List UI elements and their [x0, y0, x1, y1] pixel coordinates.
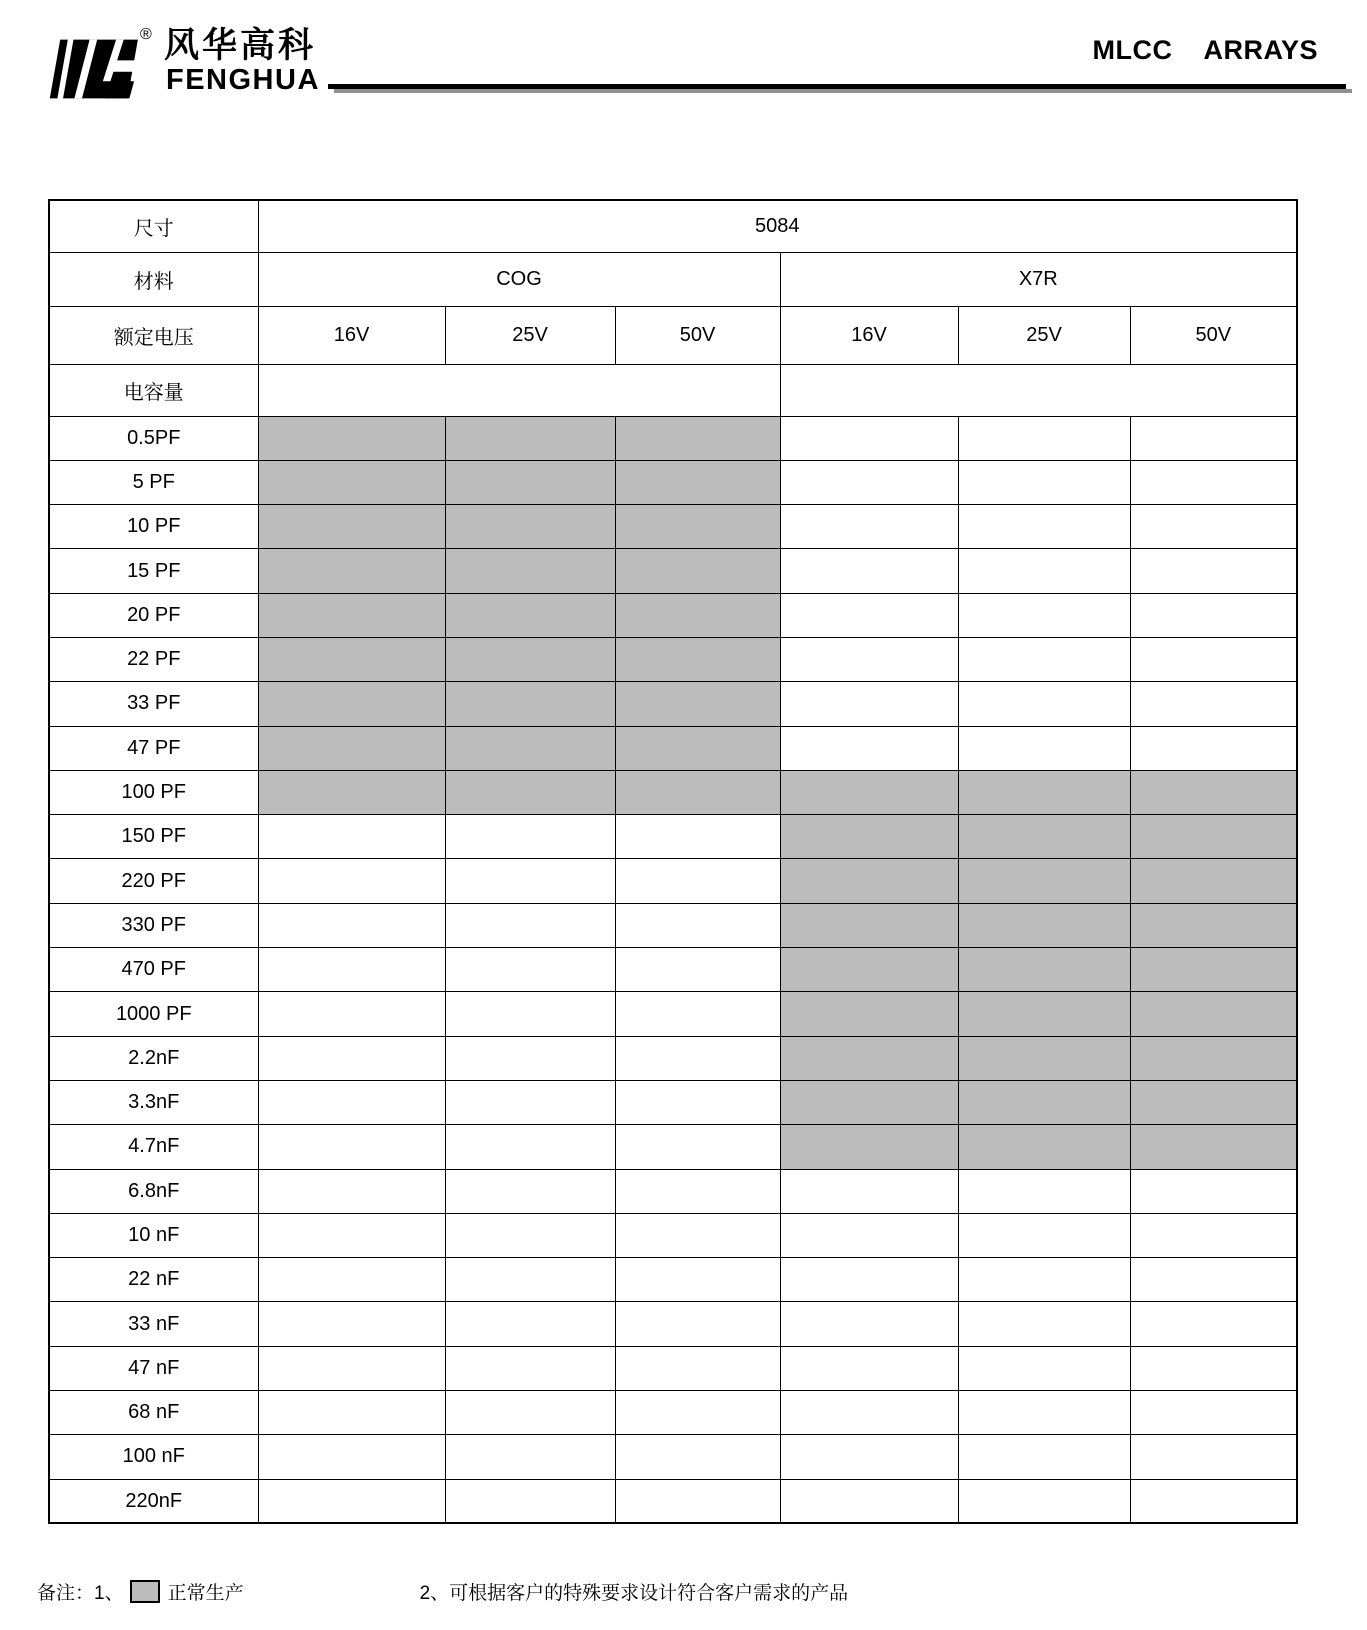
cog-availability-cell — [615, 460, 780, 504]
registered-mark: ® — [140, 26, 152, 43]
x7r-availability-cell — [958, 1302, 1130, 1346]
header-rows — [49, 200, 1297, 416]
x7r-availability-cell — [958, 815, 1130, 859]
cog-availability-cell — [258, 1479, 445, 1523]
x7r-availability-cell — [780, 416, 958, 460]
table-row — [49, 859, 1297, 903]
cog-availability-cell — [445, 1125, 615, 1169]
x7r-availability-cell — [1130, 726, 1297, 770]
x7r-availability-cell — [1130, 1213, 1297, 1257]
x7r-availability-cell — [958, 549, 1130, 593]
x7r-availability-cell — [1130, 505, 1297, 549]
table-row — [49, 637, 1297, 681]
table-row — [49, 416, 1297, 460]
x7r-availability-cell — [958, 859, 1130, 903]
x7r-availability-cell — [1130, 1036, 1297, 1080]
voltage-cell: 16V — [258, 306, 445, 364]
x7r-availability-cell — [1130, 1346, 1297, 1390]
x7r-availability-cell — [958, 992, 1130, 1036]
cog-availability-cell — [258, 682, 445, 726]
size-value-cell: 5084 — [258, 200, 1297, 252]
capacitance-label-cell: 470 PF — [49, 948, 258, 992]
material-cog-cell: COG — [258, 252, 780, 306]
capacitance-label-cell: 15 PF — [49, 549, 258, 593]
cog-availability-cell — [615, 770, 780, 814]
x7r-availability-cell — [1130, 1435, 1297, 1479]
x7r-availability-cell — [1130, 593, 1297, 637]
x7r-availability-cell — [958, 1391, 1130, 1435]
capacitance-label-cell: 33 nF — [49, 1302, 258, 1346]
x7r-availability-cell — [780, 770, 958, 814]
capacitance-label-cell: 150 PF — [49, 815, 258, 859]
cog-availability-cell — [258, 637, 445, 681]
capacitance-label-cell: 220nF — [49, 1479, 258, 1523]
x7r-availability-cell — [1130, 460, 1297, 504]
cog-availability-cell — [445, 460, 615, 504]
x7r-availability-cell — [780, 460, 958, 504]
cog-availability-cell — [615, 416, 780, 460]
cog-availability-cell — [258, 1213, 445, 1257]
cog-availability-cell — [258, 505, 445, 549]
cog-availability-cell — [445, 682, 615, 726]
table-row — [49, 549, 1297, 593]
capacitance-label-cell: 10 PF — [49, 505, 258, 549]
capacitance-label-cell: 1000 PF — [49, 992, 258, 1036]
x7r-availability-cell — [1130, 1258, 1297, 1302]
note-prefix: 备注：1、 — [37, 1583, 124, 1604]
cog-availability-cell — [258, 1125, 445, 1169]
x7r-availability-cell — [958, 1258, 1130, 1302]
x7r-availability-cell — [1130, 815, 1297, 859]
table-row — [49, 682, 1297, 726]
x7r-availability-cell — [1130, 770, 1297, 814]
table-row — [49, 505, 1297, 549]
table-row — [49, 1258, 1297, 1302]
cog-availability-cell — [615, 1036, 780, 1080]
x7r-availability-cell — [780, 859, 958, 903]
x7r-availability-cell — [1130, 948, 1297, 992]
table-row — [49, 992, 1297, 1036]
x7r-availability-cell — [780, 903, 958, 947]
x7r-availability-cell — [958, 637, 1130, 681]
x7r-availability-cell — [958, 1435, 1130, 1479]
x7r-availability-cell — [1130, 549, 1297, 593]
x7r-availability-cell — [958, 903, 1130, 947]
x7r-availability-cell — [958, 1346, 1130, 1390]
table-row — [49, 948, 1297, 992]
cog-availability-cell — [445, 770, 615, 814]
x7r-availability-cell — [780, 637, 958, 681]
table-row — [49, 903, 1297, 947]
cog-availability-cell — [445, 992, 615, 1036]
table-row — [49, 1080, 1297, 1124]
cog-availability-cell — [615, 682, 780, 726]
cog-availability-cell — [445, 505, 615, 549]
voltage-cell: 25V — [445, 306, 615, 364]
cog-availability-cell — [615, 637, 780, 681]
table-row — [49, 1479, 1297, 1523]
cog-availability-cell — [615, 1125, 780, 1169]
cog-availability-cell — [615, 505, 780, 549]
x7r-availability-cell — [780, 1080, 958, 1124]
cog-availability-cell — [445, 549, 615, 593]
cog-availability-cell — [445, 1435, 615, 1479]
x7r-availability-cell — [780, 1302, 958, 1346]
material-x7r-cell: X7R — [780, 252, 1297, 306]
x7r-availability-cell — [958, 948, 1130, 992]
x7r-availability-cell — [1130, 1479, 1297, 1523]
cog-availability-cell — [445, 1036, 615, 1080]
cog-availability-cell — [615, 549, 780, 593]
header-rule-gray — [334, 89, 1352, 93]
cog-availability-cell — [445, 815, 615, 859]
x7r-availability-cell — [780, 1258, 958, 1302]
cog-availability-cell — [615, 593, 780, 637]
cog-availability-cell — [258, 948, 445, 992]
table-row — [49, 815, 1297, 859]
cog-availability-cell — [445, 593, 615, 637]
cog-availability-cell — [615, 859, 780, 903]
x7r-availability-cell — [780, 1435, 958, 1479]
page-title: MLCC ARRAYS — [1092, 35, 1318, 65]
capacitance-label-cell: 20 PF — [49, 593, 258, 637]
material-label-cell: 材料 — [49, 252, 258, 306]
cog-availability-cell — [258, 593, 445, 637]
size-label-cell: 尺寸 — [49, 200, 258, 252]
cog-availability-cell — [445, 948, 615, 992]
x7r-availability-cell — [780, 1169, 958, 1213]
cog-availability-cell — [615, 1302, 780, 1346]
table-row — [49, 1346, 1297, 1390]
cog-availability-cell — [615, 992, 780, 1036]
x7r-availability-cell — [1130, 416, 1297, 460]
brand-name-en: FENGHUA — [166, 64, 320, 96]
x7r-availability-cell — [780, 593, 958, 637]
capacitance-label-cell: 47 PF — [49, 726, 258, 770]
x7r-availability-cell — [780, 682, 958, 726]
cog-availability-cell — [258, 1391, 445, 1435]
table-row — [49, 1169, 1297, 1213]
legend-swatch — [130, 1580, 160, 1603]
voltage-cell: 50V — [615, 306, 780, 364]
size-row — [49, 200, 1297, 252]
x7r-availability-cell — [780, 1036, 958, 1080]
cog-availability-cell — [258, 1346, 445, 1390]
cog-availability-cell — [615, 1479, 780, 1523]
voltage-row — [49, 306, 1297, 364]
capacitance-x7r-spacer-cell — [780, 364, 1297, 416]
cog-availability-cell — [445, 859, 615, 903]
cog-availability-cell — [445, 1391, 615, 1435]
x7r-availability-cell — [1130, 903, 1297, 947]
voltage-cell: 50V — [1130, 306, 1297, 364]
x7r-availability-cell — [780, 992, 958, 1036]
x7r-availability-cell — [958, 416, 1130, 460]
cog-availability-cell — [258, 1435, 445, 1479]
capacitance-label-cell: 22 PF — [49, 637, 258, 681]
cog-availability-cell — [615, 726, 780, 770]
capacitance-label-cell: 10 nF — [49, 1213, 258, 1257]
capacitance-label-cell: 3.3nF — [49, 1080, 258, 1124]
cog-availability-cell — [615, 1213, 780, 1257]
x7r-availability-cell — [780, 1479, 958, 1523]
cog-availability-cell — [258, 1258, 445, 1302]
capacitance-label-cell: 4.7nF — [49, 1125, 258, 1169]
x7r-availability-cell — [780, 1213, 958, 1257]
cog-availability-cell — [615, 1258, 780, 1302]
cog-availability-cell — [445, 1346, 615, 1390]
cog-availability-cell — [445, 416, 615, 460]
x7r-availability-cell — [1130, 859, 1297, 903]
table-row — [49, 1125, 1297, 1169]
x7r-availability-cell — [780, 549, 958, 593]
material-row — [49, 252, 1297, 306]
cog-availability-cell — [445, 1169, 615, 1213]
footer-note — [37, 1578, 848, 1605]
cog-availability-cell — [615, 815, 780, 859]
note-2: 2、可根据客户的特殊要求设计符合客户需求的产品 — [419, 1583, 849, 1604]
table-row — [49, 1391, 1297, 1435]
capacitance-label-cell: 22 nF — [49, 1258, 258, 1302]
capacitance-label-cell: 33 PF — [49, 682, 258, 726]
capacitance-label-cell: 330 PF — [49, 903, 258, 947]
x7r-availability-cell — [1130, 1125, 1297, 1169]
x7r-availability-cell — [958, 1213, 1130, 1257]
cog-availability-cell — [258, 859, 445, 903]
cog-availability-cell — [615, 948, 780, 992]
cog-availability-cell — [258, 903, 445, 947]
cog-availability-cell — [445, 1479, 615, 1523]
cog-availability-cell — [258, 1169, 445, 1213]
capacitance-label-cell: 5 PF — [49, 460, 258, 504]
table-row — [49, 1435, 1297, 1479]
cog-availability-cell — [445, 903, 615, 947]
voltage-cell: 25V — [958, 306, 1130, 364]
x7r-availability-cell — [1130, 1391, 1297, 1435]
cog-availability-cell — [445, 726, 615, 770]
cog-availability-cell — [258, 992, 445, 1036]
cog-availability-cell — [445, 1302, 615, 1346]
cog-availability-cell — [615, 1169, 780, 1213]
x7r-availability-cell — [1130, 637, 1297, 681]
x7r-availability-cell — [958, 593, 1130, 637]
cog-availability-cell — [445, 1258, 615, 1302]
x7r-availability-cell — [780, 726, 958, 770]
capacitance-label-cell: 100 nF — [49, 1435, 258, 1479]
x7r-availability-cell — [958, 460, 1130, 504]
cog-availability-cell — [615, 1435, 780, 1479]
x7r-availability-cell — [780, 1346, 958, 1390]
x7r-availability-cell — [780, 948, 958, 992]
cog-availability-cell — [258, 1302, 445, 1346]
x7r-availability-cell — [958, 1169, 1130, 1213]
cog-availability-cell — [445, 1213, 615, 1257]
x7r-availability-cell — [1130, 992, 1297, 1036]
capacitance-header-cell: 电容量 — [49, 364, 258, 416]
x7r-availability-cell — [958, 770, 1130, 814]
table-row — [49, 460, 1297, 504]
table-row — [49, 1302, 1297, 1346]
voltage-cell: 16V — [780, 306, 958, 364]
table-row — [49, 1213, 1297, 1257]
capacitance-label-cell: 68 nF — [49, 1391, 258, 1435]
capacitance-cog-spacer-cell — [258, 364, 780, 416]
cog-availability-cell — [258, 726, 445, 770]
capacitance-label-cell: 100 PF — [49, 770, 258, 814]
legend-label: 正常生产 — [167, 1583, 244, 1604]
cog-availability-cell — [258, 460, 445, 504]
x7r-availability-cell — [958, 1479, 1130, 1523]
cog-availability-cell — [258, 1080, 445, 1124]
cog-availability-cell — [258, 815, 445, 859]
x7r-availability-cell — [958, 1080, 1130, 1124]
x7r-availability-cell — [958, 505, 1130, 549]
voltage-label-cell: 额定电压 — [49, 306, 258, 364]
capacitance-label-cell: 0.5PF — [49, 416, 258, 460]
x7r-availability-cell — [958, 726, 1130, 770]
cog-availability-cell — [615, 1080, 780, 1124]
x7r-availability-cell — [1130, 682, 1297, 726]
x7r-availability-cell — [780, 1391, 958, 1435]
table-row — [49, 1036, 1297, 1080]
capacitance-label-cell: 2.2nF — [49, 1036, 258, 1080]
brand-name-cn: 风华高科 — [164, 26, 317, 65]
cog-availability-cell — [445, 1080, 615, 1124]
cog-availability-cell — [258, 770, 445, 814]
capacitance-label-cell: 220 PF — [49, 859, 258, 903]
x7r-availability-cell — [958, 682, 1130, 726]
table-row — [49, 593, 1297, 637]
x7r-availability-cell — [780, 505, 958, 549]
capacitance-label-cell: 6.8nF — [49, 1169, 258, 1213]
mlcc-spec-table — [48, 199, 1298, 1524]
cog-availability-cell — [615, 903, 780, 947]
table-row — [49, 726, 1297, 770]
cog-availability-cell — [258, 416, 445, 460]
x7r-availability-cell — [1130, 1080, 1297, 1124]
capacitance-header-row — [49, 364, 1297, 416]
cog-availability-cell — [258, 1036, 445, 1080]
x7r-availability-cell — [1130, 1169, 1297, 1213]
x7r-availability-cell — [780, 1125, 958, 1169]
cog-availability-cell — [615, 1391, 780, 1435]
x7r-availability-cell — [958, 1125, 1130, 1169]
x7r-availability-cell — [958, 1036, 1130, 1080]
capacitance-tbody — [49, 416, 1297, 1523]
cog-availability-cell — [445, 637, 615, 681]
x7r-availability-cell — [1130, 1302, 1297, 1346]
table-row — [49, 770, 1297, 814]
cog-availability-cell — [258, 549, 445, 593]
cog-availability-cell — [615, 1346, 780, 1390]
capacitance-label-cell: 47 nF — [49, 1346, 258, 1390]
x7r-availability-cell — [780, 815, 958, 859]
